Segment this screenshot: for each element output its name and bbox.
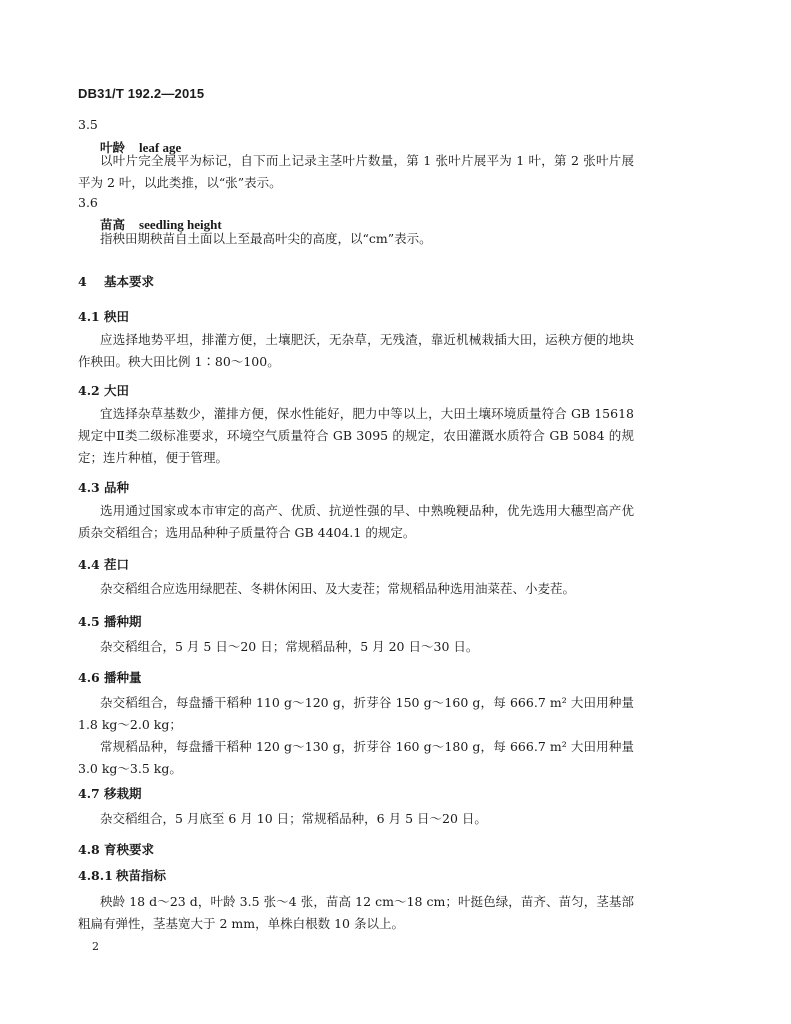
document-code: DB31/T 192.2—2015: [78, 86, 205, 101]
section-4-8-1-text: 秧龄 18 d～23 d，叶龄 3.5 张～4 张，苗高 12 cm～18 cm；叶挺色绿，苗齐、苗匀，茎基部粗扁有弹性，茎基宽大于 2 mm，单株白根数 10 条以上。: [78, 894, 634, 931]
section-4-5-heading: 4.5 播种期: [78, 614, 142, 629]
section-4-7-heading: 4.7 移栽期: [78, 786, 142, 801]
term-en: seedling height: [139, 217, 222, 232]
clause-3-6-definition: 指秧田期秧苗自土面以上至最高叶尖的高度，以“cm”表示。: [100, 231, 432, 246]
section-4-3-heading: 4.3 品种: [78, 480, 130, 495]
clause-3-5-definition: 以叶片完全展平为标记，自下而上记录主茎叶片数量，第 1 张叶片展平为 1 叶，第 2 张叶片展平为 2 叶，以此类推，以“张”表示。: [78, 153, 634, 190]
clause-3-5-number: 3.5: [78, 117, 98, 132]
section-4-4-text: 杂交稻组合应选用绿肥茬、冬耕休闲田、及大麦茬；常规稻品种选用油菜茬、小麦茬。: [100, 581, 576, 596]
term-en: leaf age: [139, 140, 182, 155]
term-zh: 苗高: [100, 217, 126, 232]
section-4-6-heading: 4.6 播种量: [78, 670, 142, 685]
section-4-2-heading: 4.2 大田: [78, 383, 130, 398]
section-4-4-heading: 4.4 茬口: [78, 557, 130, 572]
clause-3-6-number: 3.6: [78, 195, 98, 210]
section-4-7-text: 杂交稻组合，5 月底至 6 月 10 日；常规稻品种，6 月 5 日～20 日。: [100, 811, 487, 826]
page-number: 2: [92, 940, 99, 953]
section-4-6-text-hybrid: 杂交稻组合，每盘播干稻种 110 g～120 g，折芽谷 150 g～160 g，每 666.7 m² 大田用种量 1.8 kg～2.0 kg；: [78, 695, 634, 732]
term-zh: 叶龄: [100, 140, 126, 155]
section-4-8-1-heading: 4.8.1 秧苗指标: [78, 868, 167, 883]
section-4-1-heading: 4.1 秧田: [78, 309, 130, 324]
section-4-6-text-conventional: 常规稻品种，每盘播干稻种 120 g～130 g，折芽谷 160 g～180 g，每 666.7 m² 大田用种量 3.0 kg～3.5 kg。: [78, 739, 634, 776]
section-4-1-text: 应选择地势平坦，排灌方便，土壤肥沃，无杂草，无残渣，靠近机械栽插大田，运秧方便的地块作秧田。秧大田比例 1∶80～100。: [78, 332, 634, 369]
section-4-3-text: 选用通过国家或本市审定的高产、优质、抗逆性强的早、中熟晚粳品种，优先选用大穗型高产优质杂交稻组合；选用品种种子质量符合 GB 4404.1 的规定。: [78, 503, 634, 540]
section-4-8-heading: 4.8 育秧要求: [78, 842, 155, 857]
section-4-2-text: 宜选择杂草基数少，灌排方便，保水性能好，肥力中等以上，大田土壤环境质量符合 GB 15618 规定中Ⅱ类二级标准要求，环境空气质量符合 GB 3095 的规定，农田灌溉水质符合 GB 5084 的规定；连片种植，便于管理。: [78, 406, 634, 465]
section-4-heading: 4 基本要求: [78, 274, 155, 289]
section-4-5-text: 杂交稻组合，5 月 5 日～20 日；常规稻品种，5 月 20 日～30 日。: [100, 639, 479, 654]
